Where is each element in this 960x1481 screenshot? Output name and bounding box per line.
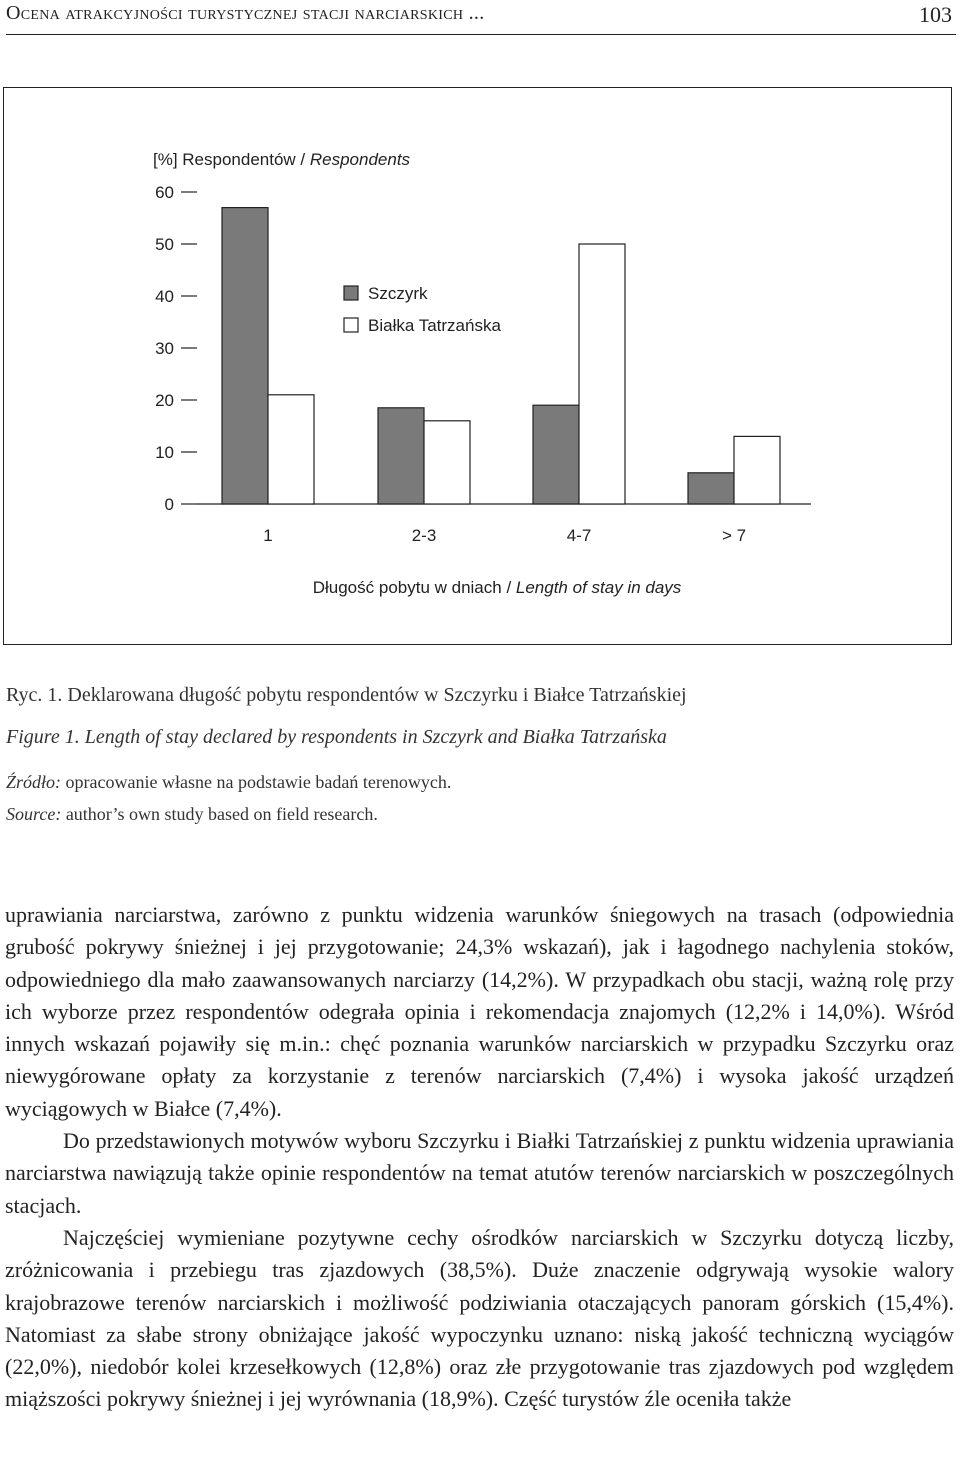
source-text-en: author’s own study based on field research. (61, 804, 378, 824)
bar-szczyrk (222, 208, 268, 504)
running-header (6, 2, 956, 35)
figure-frame (3, 87, 952, 645)
y-tick-label: 10 (155, 443, 174, 462)
x-tick-label: 1 (263, 526, 273, 545)
legend-label: Białka Tatrzańska (368, 316, 501, 335)
paragraph: Najczęściej wymieniane pozytywne cechy ośrodków narciarskich w Szczyrku dotyczą liczby, zróżnicowania i przebiegu tras zjazdowych (38,5%). Duże znaczenie odgrywają wysokie walory krajobrazowe terenów narciarskich i możliwość podziwiania otaczających panoram górskich (15,4%). Natomiast za słabe strony obniżające jakość wypoczynku uznano: niską jakość techniczną wyciągów (22,0%), niedobór kolei krzesełkowych (12,8%) oraz złe przygotowanie tras zjazdowych pod względem miąższości pokrywy śnieżnej i jej wyrównania (18,9%). Część turystów źle oceniła także (5, 1224, 954, 1412)
body-text (5, 899, 954, 1416)
bar-bialka (734, 436, 780, 504)
x-tick-label: 4-7 (566, 526, 592, 545)
legend-swatch (344, 318, 358, 332)
source-note-pl (6, 772, 451, 793)
page-number: 103 (919, 2, 952, 27)
paragraph: uprawiania narciarstwa, zarówno z punktu widzenia warunków śniegowych na trasach (odpowiednia grubość pokrywy śnieżnej i jej przygotowanie; 24,3% wskazań), jak i łagodnego nachylenia stoków, odpowiedniego dla mało zaawansowanych narciarzy (14,2%). W przypadkach obu stacji, ważną rolę przy ich wyborze przez respondentów odegrała opinia i rekomendacja znajomych (12,2% i 14,0%). Wśród innych wskazań pojawiły się m.in.: chęć poznania warunków narciarskich w przypadku Szczyrku oraz niewygórowane opłaty za korzystanie z terenów narciarskich (7,4%) i wysoka jakość urządzeń wyciągowych w Białce (7,4%). (5, 902, 954, 1121)
source-label-en: Source: (6, 804, 62, 824)
y-axis-label: [%] Respondentów / Respondents (153, 150, 411, 169)
x-axis-label: Długość pobytu w dniach / Length of stay in days (312, 578, 682, 597)
legend-label: Szczyrk (368, 284, 428, 303)
legend-swatch (344, 286, 358, 300)
bar-szczyrk (378, 408, 424, 504)
y-tick-label: 0 (164, 495, 174, 514)
y-tick-label: 20 (155, 391, 174, 410)
y-tick-label: 40 (155, 287, 174, 306)
paragraph: Do przedstawionych motywów wyboru Szczyrku i Białki Tatrzańskiej z punktu widzenia uprawiania narciarstwa nawiązują także opinie respondentów na temat atutów terenów narciarskich w poszczególnych stacjach. (5, 1128, 954, 1218)
x-tick-label: 2-3 (411, 526, 437, 545)
source-text-pl: opracowanie własne na podstawie badań terenowych. (61, 772, 452, 792)
bar-chart (4, 88, 953, 646)
source-label-pl: Źródło: (6, 772, 62, 792)
bar-szczyrk (533, 405, 579, 504)
bar-szczyrk (688, 473, 734, 504)
bar-bialka (268, 395, 314, 504)
running-title: Ocena atrakcyjności turystycznej stacji narciarskich ... (6, 2, 485, 24)
y-tick-label: 30 (155, 339, 174, 358)
source-note-en (6, 804, 378, 825)
bar-bialka (579, 244, 625, 504)
figure-caption-pl: Ryc. 1. Deklarowana długość pobytu respondentów w Szczyrku i Białce Tatrzańskiej (6, 684, 687, 706)
y-tick-label: 50 (155, 235, 174, 254)
figure-caption-en: Figure 1. Length of stay declared by respondents in Szczyrk and Białka Tatrzańska (6, 726, 667, 748)
y-tick-label: 60 (155, 183, 174, 202)
bar-bialka (424, 421, 470, 504)
x-tick-label: > 7 (721, 526, 747, 545)
